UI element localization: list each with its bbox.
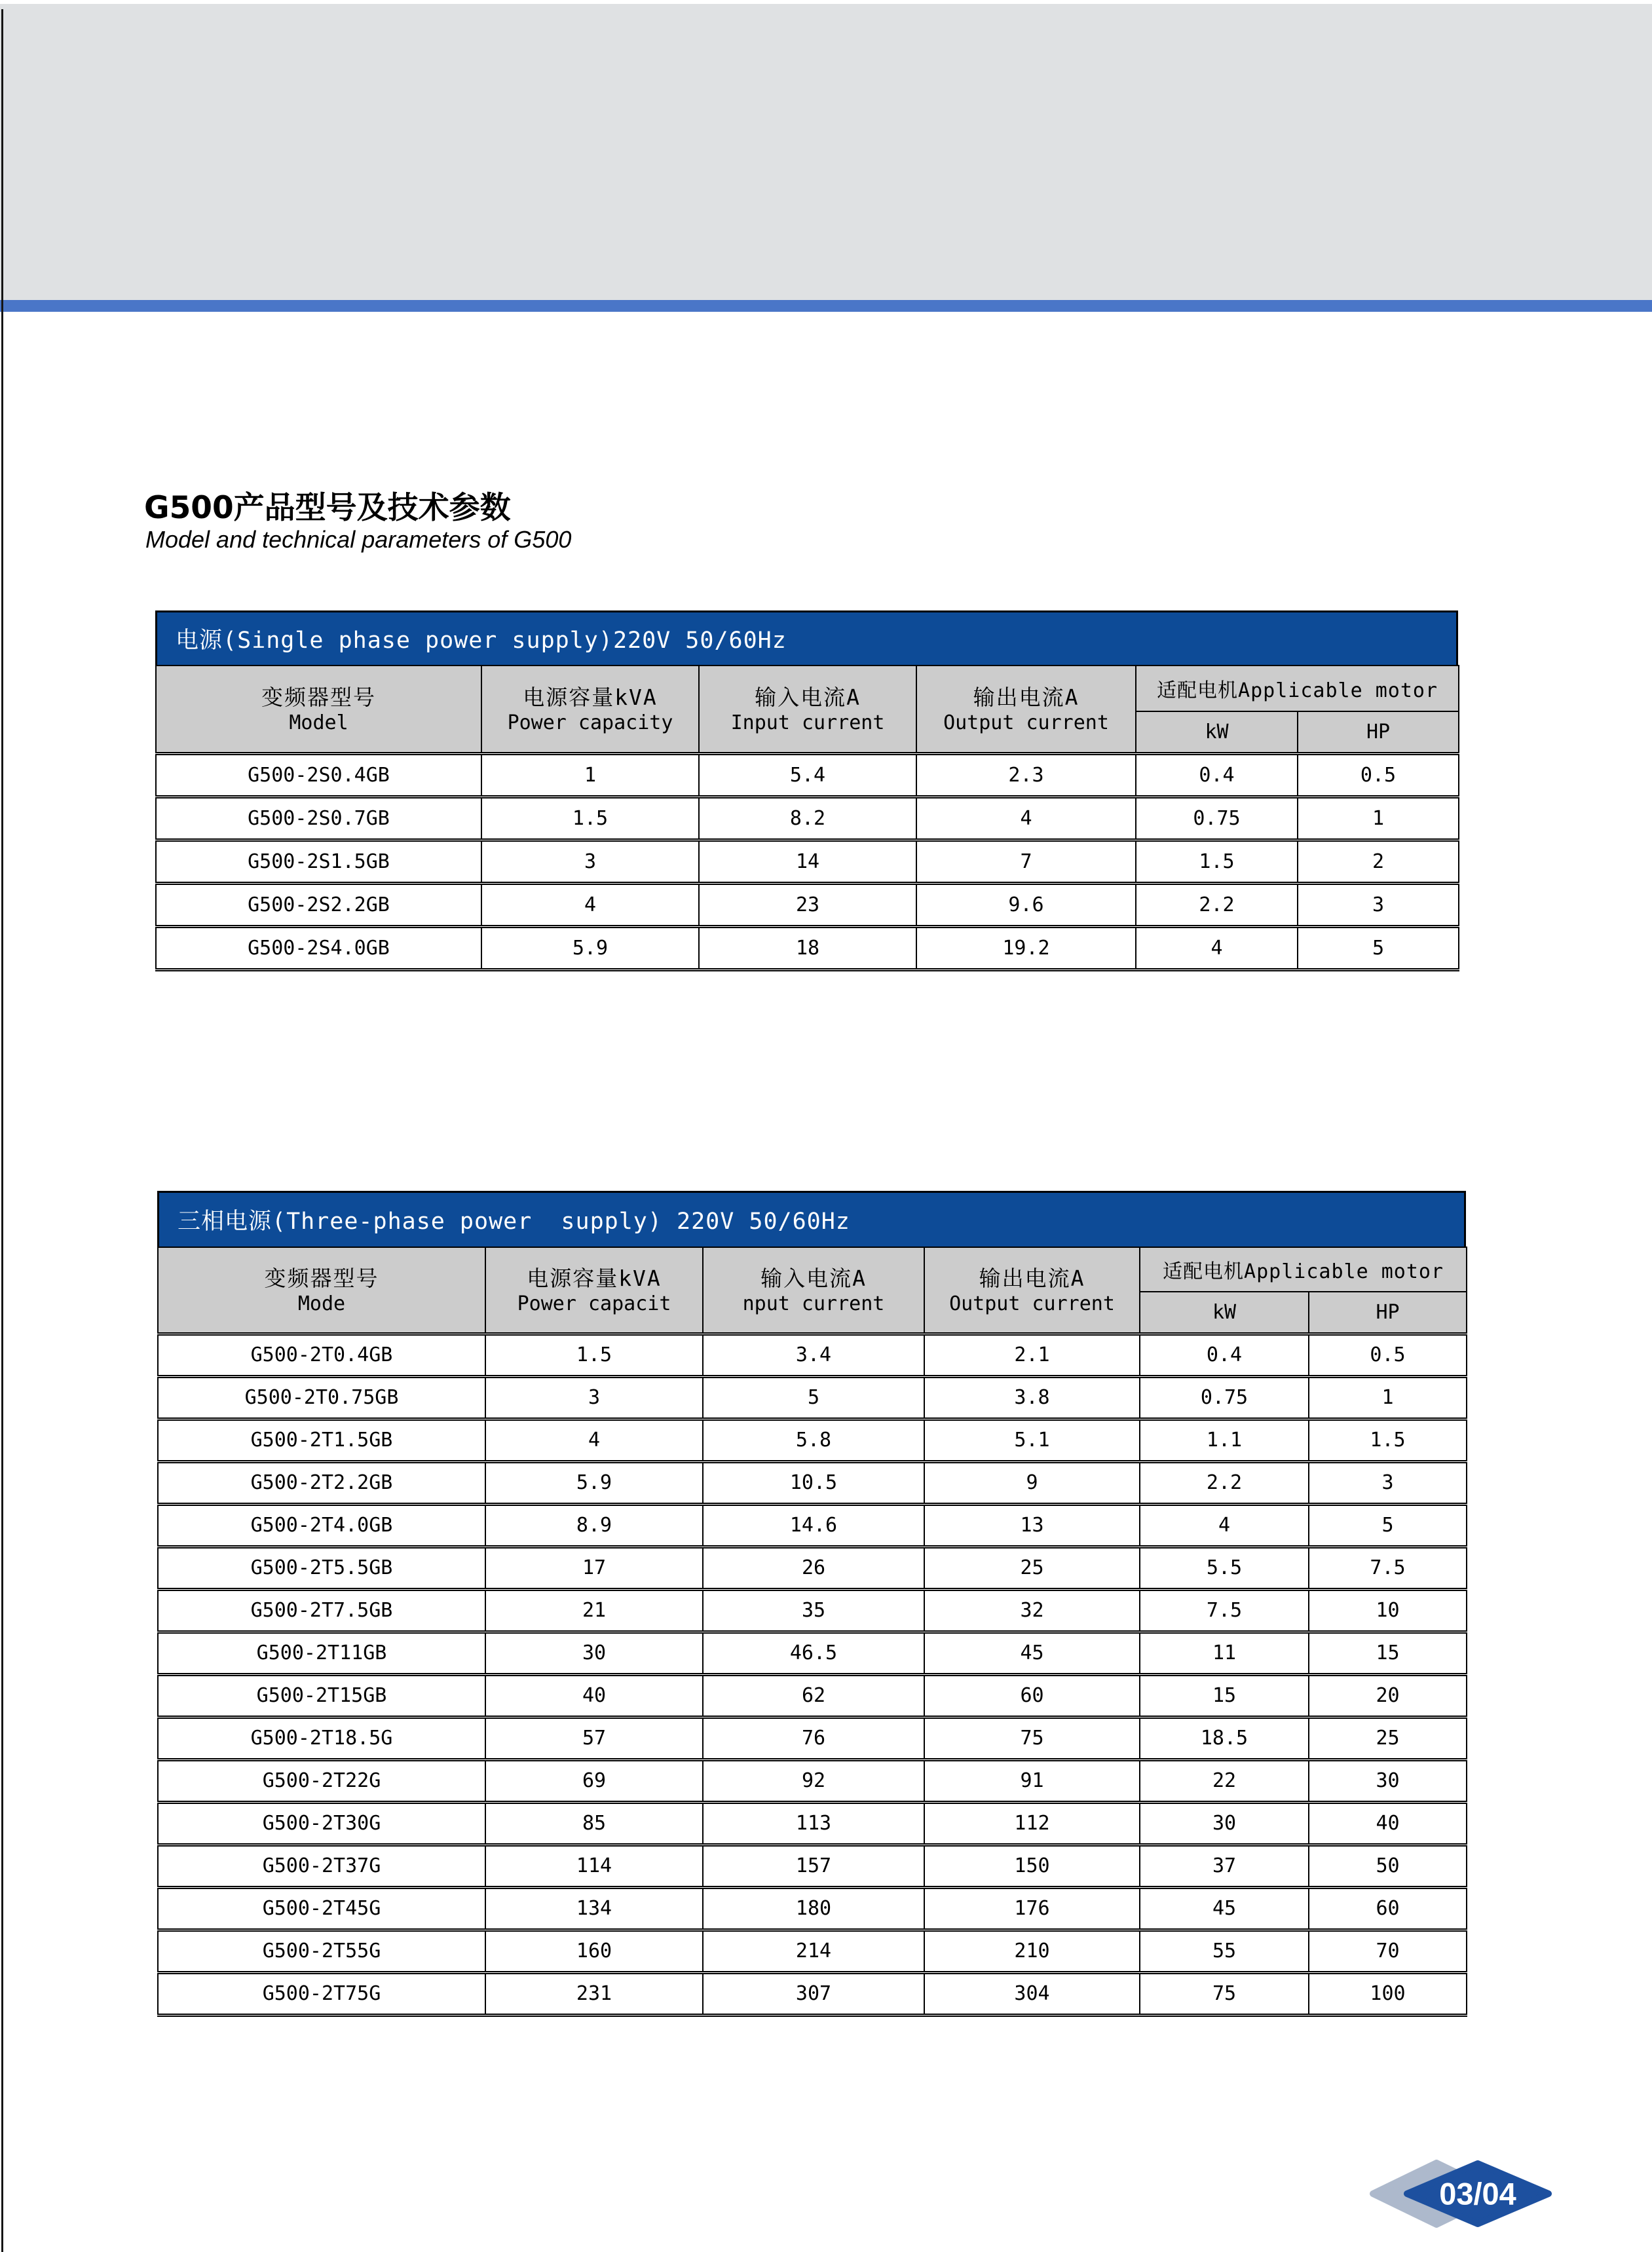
model-cell: G500-2T0.75GB [158, 1376, 485, 1419]
value-cell: 17 [485, 1547, 703, 1589]
value-cell: 21 [485, 1589, 703, 1632]
col-header-motor: 适配电机Applicable motor [1136, 666, 1459, 711]
table-row [158, 1930, 1467, 1972]
value-cell: 3 [485, 1376, 703, 1419]
value-cell: 5.5 [1140, 1547, 1309, 1589]
table-row [156, 753, 1459, 797]
value-cell: 3 [481, 840, 699, 883]
value-cell: 180 [703, 1887, 924, 1930]
value-cell: 4 [1140, 1504, 1309, 1547]
model-cell: G500-2T7.5GB [158, 1589, 485, 1632]
value-cell: 307 [703, 1972, 924, 2015]
col-header-output-en: Output current [943, 711, 1109, 735]
table-row [158, 1972, 1467, 2015]
model-cell: G500-2T4.0GB [158, 1504, 485, 1547]
col-header-model [156, 666, 481, 753]
value-cell: 5.9 [485, 1461, 703, 1504]
model-cell: G500-2S4.0GB [156, 926, 481, 969]
model-cell: G500-2S1.5GB [156, 840, 481, 883]
model-cell: G500-2T15GB [158, 1674, 485, 1717]
value-cell: 9.6 [916, 883, 1136, 926]
col-header-output [916, 666, 1136, 753]
col-header-capacity [481, 666, 699, 753]
value-cell: 18 [699, 926, 916, 969]
col-header-hp: HP [1309, 1292, 1467, 1334]
table-row [158, 1887, 1467, 1930]
col-header-kw: kW [1140, 1292, 1309, 1334]
value-cell: 45 [924, 1632, 1140, 1674]
col-header-capacity-en: Power capacit [517, 1292, 671, 1316]
value-cell: 18.5 [1140, 1717, 1309, 1759]
value-cell: 0.75 [1140, 1376, 1309, 1419]
value-cell: 231 [485, 1972, 703, 2015]
value-cell: 1.5 [1309, 1419, 1467, 1461]
col-header-model-cn: 变频器型号 [261, 685, 376, 711]
col-header-model-en: Model [289, 711, 348, 735]
value-cell: 14 [699, 840, 916, 883]
value-cell: 5 [703, 1376, 924, 1419]
col-header-input [703, 1247, 924, 1334]
value-cell: 1.5 [1136, 840, 1298, 883]
three-phase-table [157, 1247, 1467, 2017]
value-cell: 10.5 [703, 1461, 924, 1504]
col-header-capacity [485, 1247, 703, 1334]
model-cell: G500-2T55G [158, 1930, 485, 1972]
col-header-motor: 适配电机Applicable motor [1140, 1247, 1467, 1292]
value-cell: 9 [924, 1461, 1140, 1504]
value-cell: 0.75 [1136, 797, 1298, 840]
value-cell: 100 [1309, 1972, 1467, 2015]
value-cell: 37 [1140, 1845, 1309, 1887]
value-cell: 32 [924, 1589, 1140, 1632]
col-header-output [924, 1247, 1140, 1334]
value-cell: 3.4 [703, 1334, 924, 1376]
value-cell: 4 [485, 1419, 703, 1461]
value-cell: 11 [1140, 1632, 1309, 1674]
table-row [158, 1504, 1467, 1547]
col-header-output-cn: 输出电流A [973, 685, 1079, 711]
value-cell: 3 [1309, 1461, 1467, 1504]
value-cell: 7.5 [1309, 1547, 1467, 1589]
col-header-kw: kW [1136, 711, 1298, 753]
value-cell: 40 [485, 1674, 703, 1717]
model-cell: G500-2T18.5G [158, 1717, 485, 1759]
value-cell: 35 [703, 1589, 924, 1632]
table-row [158, 1632, 1467, 1674]
table-row [156, 840, 1459, 883]
value-cell: 4 [1136, 926, 1298, 969]
value-cell: 160 [485, 1930, 703, 1972]
col-header-output-cn: 输出电流A [979, 1266, 1085, 1292]
value-cell: 2.1 [924, 1334, 1140, 1376]
value-cell: 20 [1309, 1674, 1467, 1717]
model-cell: G500-2T37G [158, 1845, 485, 1887]
value-cell: 2 [1298, 840, 1459, 883]
col-header-model [158, 1247, 485, 1334]
value-cell: 1.5 [485, 1334, 703, 1376]
value-cell: 8.2 [699, 797, 916, 840]
value-cell: 5.9 [481, 926, 699, 969]
value-cell: 30 [1140, 1802, 1309, 1845]
value-cell: 5 [1298, 926, 1459, 969]
col-header-capacity-cn: 电源容量kVA [523, 685, 658, 711]
value-cell: 30 [485, 1632, 703, 1674]
value-cell: 62 [703, 1674, 924, 1717]
section-title-block [144, 491, 571, 553]
value-cell: 5.1 [924, 1419, 1140, 1461]
value-cell: 8.9 [485, 1504, 703, 1547]
model-cell: G500-2T22G [158, 1759, 485, 1802]
value-cell: 23 [699, 883, 916, 926]
col-header-input-cn: 输入电流A [755, 685, 861, 711]
model-cell: G500-2T45G [158, 1887, 485, 1930]
col-header-capacity-en: Power capacity [507, 711, 673, 735]
value-cell: 0.5 [1298, 753, 1459, 797]
table-row [158, 1461, 1467, 1504]
col-header-hp: HP [1298, 711, 1459, 753]
table-row [156, 926, 1459, 969]
value-cell: 85 [485, 1802, 703, 1845]
value-cell: 57 [485, 1717, 703, 1759]
value-cell: 13 [924, 1504, 1140, 1547]
model-cell: G500-2S2.2GB [156, 883, 481, 926]
page-number-text: 03/04 [1439, 2176, 1516, 2211]
value-cell: 3 [1298, 883, 1459, 926]
value-cell: 30 [1309, 1759, 1467, 1802]
value-cell: 150 [924, 1845, 1140, 1887]
model-cell: G500-2T0.4GB [158, 1334, 485, 1376]
value-cell: 1 [1298, 797, 1459, 840]
value-cell: 91 [924, 1759, 1140, 1802]
model-cell: G500-2S0.7GB [156, 797, 481, 840]
value-cell: 15 [1309, 1632, 1467, 1674]
value-cell: 25 [1309, 1717, 1467, 1759]
table-row [156, 883, 1459, 926]
value-cell: 112 [924, 1802, 1140, 1845]
col-header-model-cn: 变频器型号 [264, 1266, 379, 1292]
value-cell: 4 [916, 797, 1136, 840]
value-cell: 5.8 [703, 1419, 924, 1461]
value-cell: 210 [924, 1930, 1140, 1972]
model-cell: G500-2T30G [158, 1802, 485, 1845]
value-cell: 1 [1309, 1376, 1467, 1419]
page-title-cn: G500产品型号及技术参数 [144, 490, 511, 526]
three-phase-table-body [158, 1334, 1467, 2015]
value-cell: 60 [1309, 1887, 1467, 1930]
table-row [158, 1589, 1467, 1632]
value-cell: 7.5 [1140, 1589, 1309, 1632]
model-cell: G500-2T5.5GB [158, 1547, 485, 1589]
value-cell: 7 [916, 840, 1136, 883]
table-row [158, 1334, 1467, 1376]
value-cell: 45 [1140, 1887, 1309, 1930]
table-row [158, 1802, 1467, 1845]
value-cell: 14.6 [703, 1504, 924, 1547]
value-cell: 22 [1140, 1759, 1309, 1802]
left-edge-rule [1, 9, 3, 2252]
table-row [158, 1845, 1467, 1887]
table-row [158, 1376, 1467, 1419]
value-cell: 157 [703, 1845, 924, 1887]
value-cell: 1.5 [481, 797, 699, 840]
value-cell: 92 [703, 1759, 924, 1802]
single-phase-table-body [156, 753, 1459, 969]
value-cell: 2.3 [916, 753, 1136, 797]
value-cell: 75 [1140, 1972, 1309, 2015]
value-cell: 3.8 [924, 1376, 1140, 1419]
model-cell: G500-2T1.5GB [158, 1419, 485, 1461]
value-cell: 60 [924, 1674, 1140, 1717]
value-cell: 134 [485, 1887, 703, 1930]
model-cell: G500-2T2.2GB [158, 1461, 485, 1504]
col-header-output-en: Output current [949, 1292, 1115, 1316]
table-row [158, 1674, 1467, 1717]
value-cell: 5.4 [699, 753, 916, 797]
value-cell: 69 [485, 1759, 703, 1802]
three-phase-band-title: 三相电源(Three-phase power supply) 220V 50/60Hz [157, 1191, 1466, 1247]
value-cell: 2.2 [1136, 883, 1298, 926]
top-banner [0, 4, 1652, 300]
page-title-en: Model and technical parameters of G500 [145, 526, 572, 553]
model-cell: G500-2T75G [158, 1972, 485, 2015]
value-cell: 10 [1309, 1589, 1467, 1632]
value-cell: 55 [1140, 1930, 1309, 1972]
value-cell: 75 [924, 1717, 1140, 1759]
value-cell: 40 [1309, 1802, 1467, 1845]
col-header-input-en: Input current [730, 711, 885, 735]
accent-bar [0, 300, 1652, 312]
value-cell: 176 [924, 1887, 1140, 1930]
value-cell: 0.5 [1309, 1334, 1467, 1376]
value-cell: 0.4 [1136, 753, 1298, 797]
value-cell: 50 [1309, 1845, 1467, 1887]
value-cell: 76 [703, 1717, 924, 1759]
model-cell: G500-2T11GB [158, 1632, 485, 1674]
value-cell: 26 [703, 1547, 924, 1589]
value-cell: 2.2 [1140, 1461, 1309, 1504]
value-cell: 15 [1140, 1674, 1309, 1717]
model-cell: G500-2S0.4GB [156, 753, 481, 797]
col-header-input-cn: 输入电流A [760, 1266, 867, 1292]
value-cell: 19.2 [916, 926, 1136, 969]
single-phase-band-title: 电源(Single phase power supply)220V 50/60Hz [155, 610, 1458, 665]
value-cell: 4 [481, 883, 699, 926]
value-cell: 304 [924, 1972, 1140, 2015]
value-cell: 0.4 [1140, 1334, 1309, 1376]
table-row [158, 1547, 1467, 1589]
col-header-input [699, 666, 916, 753]
col-header-model-en: Mode [297, 1292, 346, 1316]
value-cell: 214 [703, 1930, 924, 1972]
col-header-capacity-cn: 电源容量kVA [527, 1266, 662, 1292]
table-row [158, 1419, 1467, 1461]
single-phase-table [155, 665, 1459, 971]
value-cell: 113 [703, 1802, 924, 1845]
col-header-input-en: nput current [742, 1292, 885, 1316]
value-cell: 1.1 [1140, 1419, 1309, 1461]
value-cell: 114 [485, 1845, 703, 1887]
value-cell: 5 [1309, 1504, 1467, 1547]
value-cell: 1 [481, 753, 699, 797]
page-number-badge [1349, 2152, 1559, 2230]
value-cell: 70 [1309, 1930, 1467, 1972]
table-row [158, 1759, 1467, 1802]
table-row [156, 797, 1459, 840]
value-cell: 25 [924, 1547, 1140, 1589]
table-row [158, 1717, 1467, 1759]
value-cell: 46.5 [703, 1632, 924, 1674]
